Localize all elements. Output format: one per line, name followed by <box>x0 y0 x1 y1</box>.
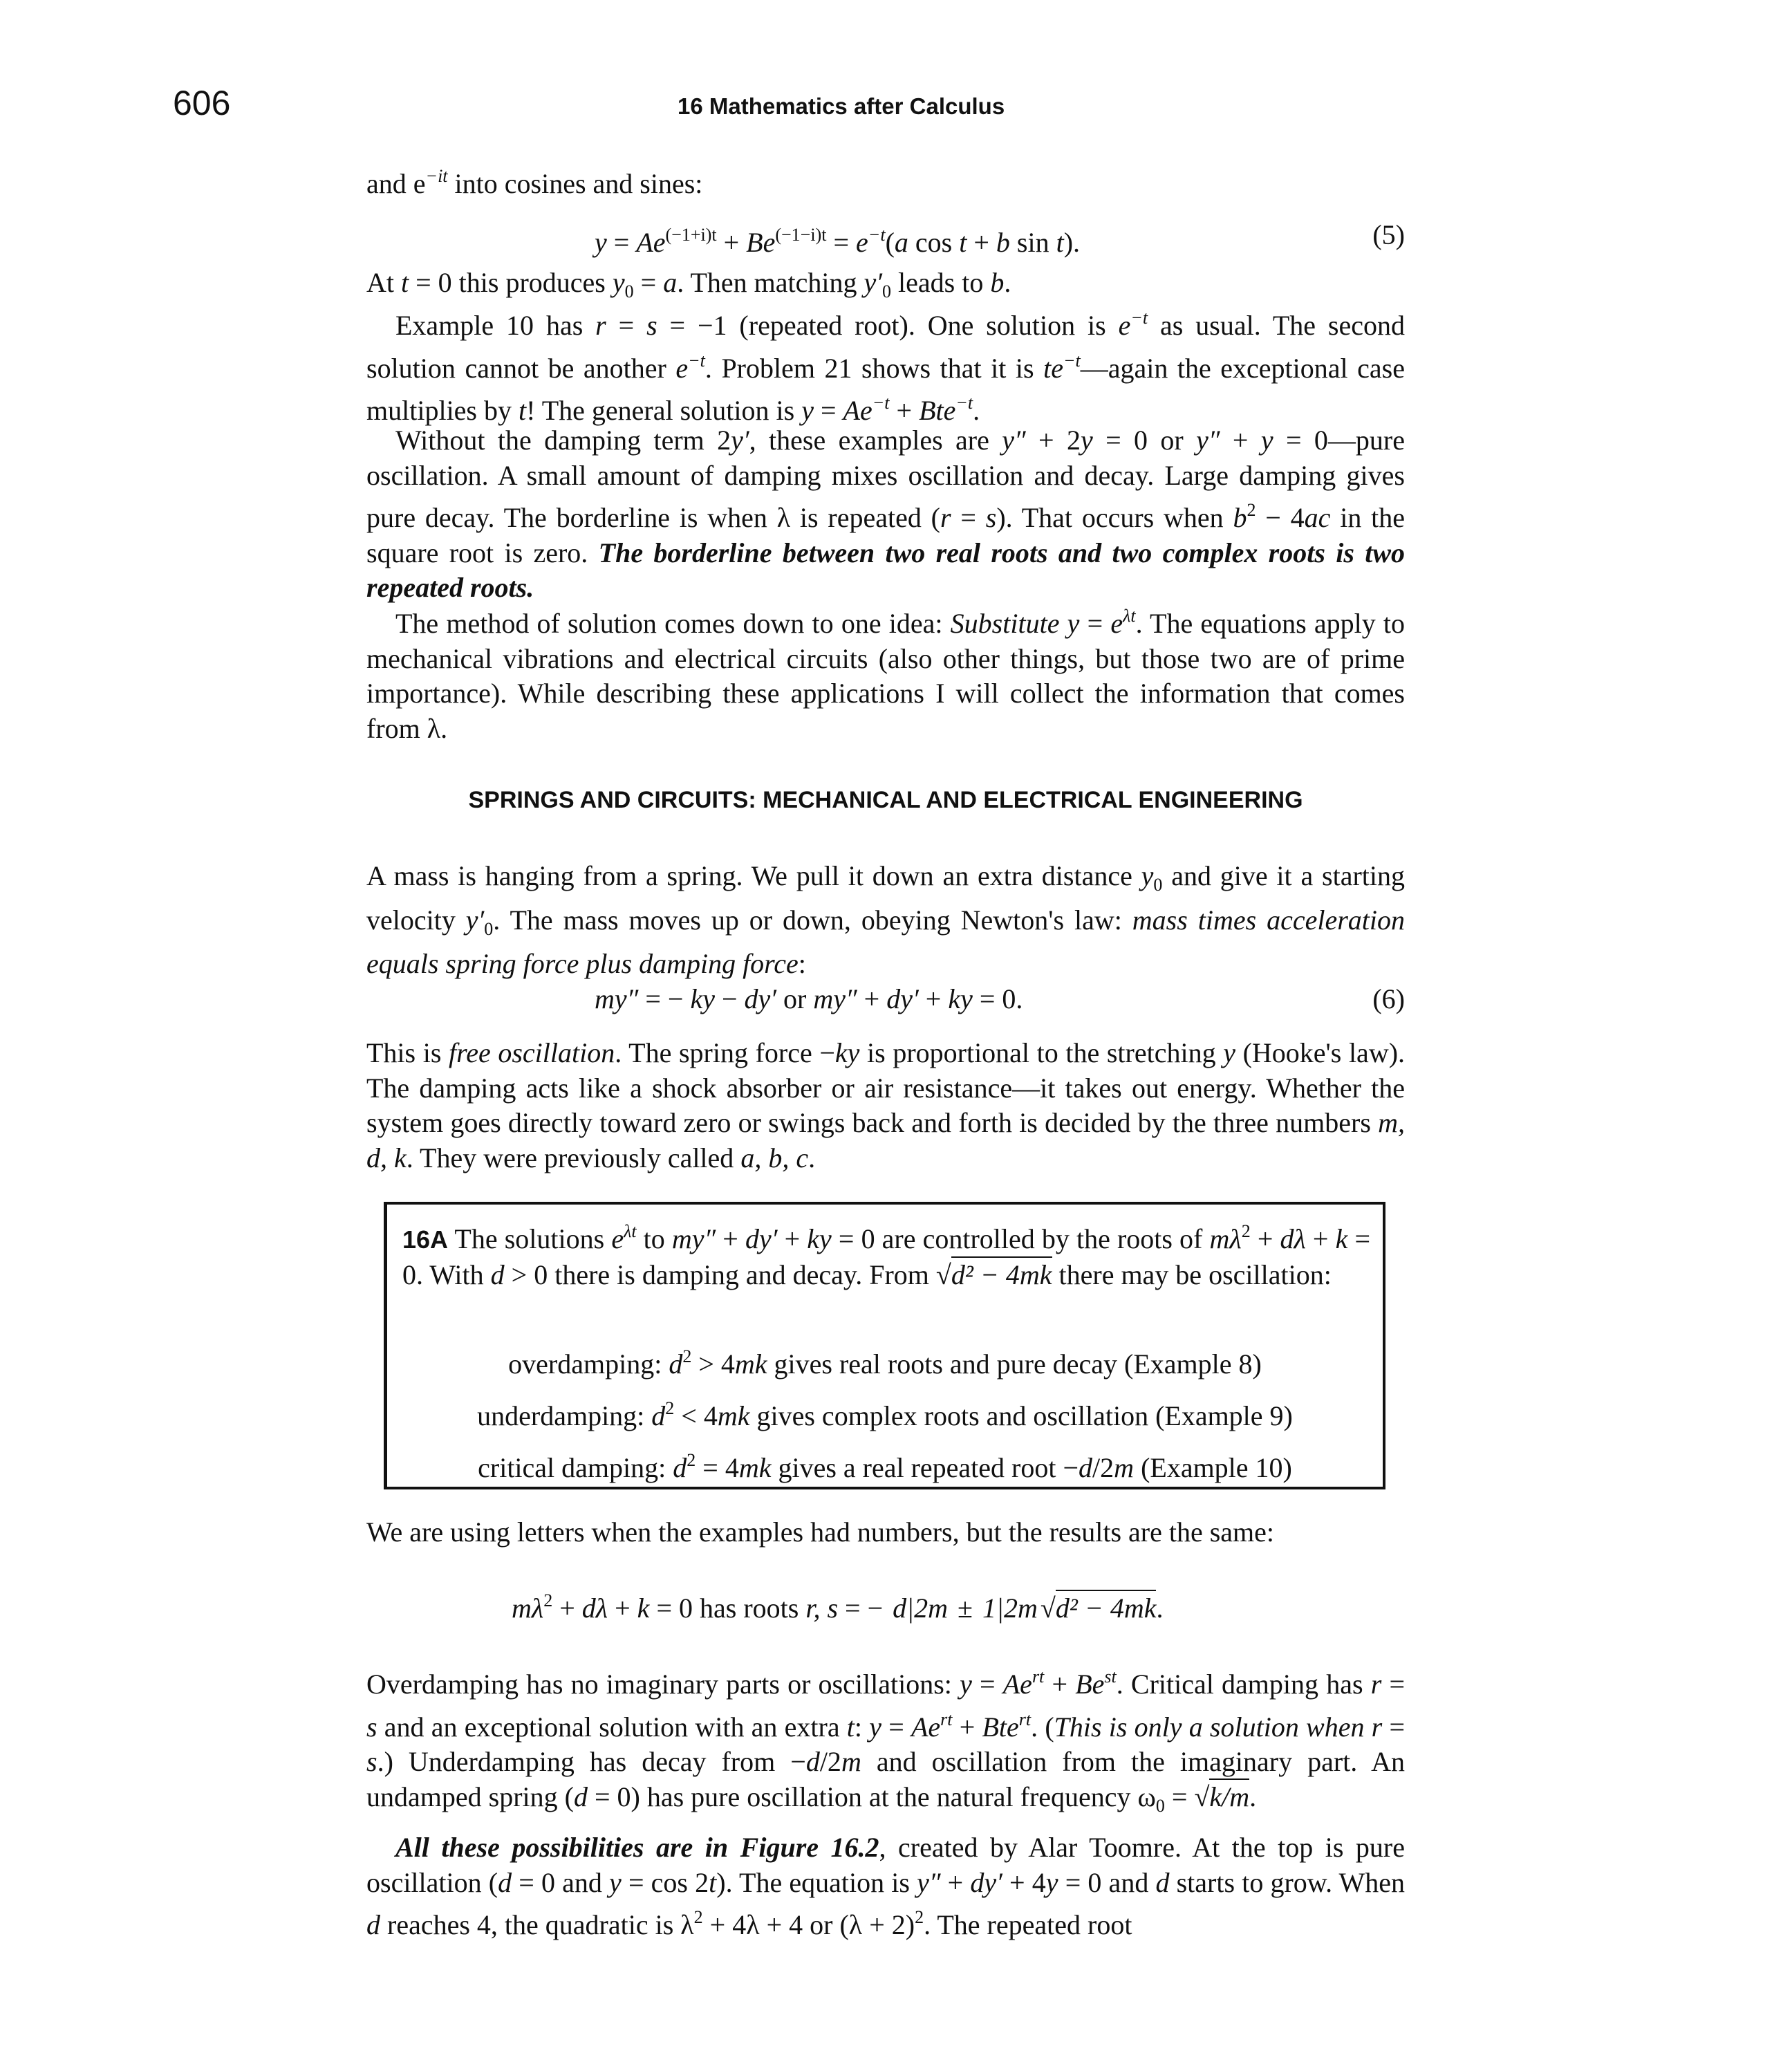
text-i: r <box>940 502 951 534</box>
text: = 0 and <box>1058 1866 1156 1898</box>
radicand: d² − 4mk <box>1056 1590 1157 1624</box>
text: + <box>952 1711 982 1743</box>
text: = − <box>638 983 691 1014</box>
text-i: This is only a solution when r <box>1054 1711 1383 1743</box>
text-i: s <box>646 310 657 341</box>
text-i: y′ <box>465 904 485 936</box>
text-i: Ae <box>843 395 872 427</box>
text: and oscillation from the imaginary part. An undamped spring ( <box>366 1746 1405 1812</box>
paragraph <box>366 159 1405 202</box>
text: /2 <box>1092 1452 1114 1483</box>
text: = 0 are controlled by the roots of <box>831 1223 1210 1254</box>
text: . Problem 21 shows that it is <box>704 352 1044 384</box>
text: = <box>1382 1711 1406 1743</box>
text-isup: −t <box>872 393 890 414</box>
text-i: s <box>985 502 997 534</box>
text: The method of solution comes down to one idea: <box>395 608 951 639</box>
text: + 4λ + 4 or (λ + 2) <box>702 1909 915 1941</box>
text-i: mass times acceleration equals spring force plus damping force <box>366 904 1405 980</box>
text: , these examples are <box>749 425 1002 456</box>
text: = <box>971 1669 1003 1700</box>
equation-body <box>595 218 1080 260</box>
text: ). <box>1063 227 1081 258</box>
text: = <box>606 227 637 258</box>
text-i: dλ <box>1280 1223 1306 1254</box>
text-i: y <box>869 1711 881 1743</box>
running-head: 16 Mathematics after Calculus <box>678 93 1005 119</box>
text-i: dy′ <box>970 1866 1002 1898</box>
text: ± <box>951 1592 980 1624</box>
text: . Critical damping has <box>1116 1669 1371 1700</box>
text: sin <box>1009 227 1056 258</box>
radicand: k/m <box>1209 1779 1249 1812</box>
text: + <box>716 1223 745 1254</box>
text-i: ac <box>1304 502 1331 534</box>
text-i: s <box>366 1746 377 1778</box>
text: = 0. With <box>402 1223 1371 1290</box>
text-i: y″ <box>1196 425 1220 456</box>
text: = 0 has roots <box>649 1592 806 1624</box>
text: = <box>1079 608 1111 639</box>
text: > 4 <box>691 1348 735 1380</box>
text-i: ky <box>948 983 973 1014</box>
text-i: t <box>401 267 409 298</box>
text: cos <box>908 227 960 258</box>
text-i: mλ <box>512 1592 544 1624</box>
radical-sign-icon: √ <box>935 1259 951 1290</box>
text: or <box>776 983 814 1014</box>
text-i: d <box>669 1348 683 1380</box>
text-sup: 2 <box>682 1346 692 1366</box>
text: The solutions <box>448 1223 612 1254</box>
text-sub: 0 <box>484 918 494 939</box>
text: + <box>940 1866 971 1898</box>
text: = <box>633 267 664 298</box>
text: . The spring force − <box>615 1037 835 1068</box>
text-isup: −t <box>1063 350 1081 371</box>
text-i: d <box>490 1259 505 1290</box>
text: This is <box>366 1037 449 1068</box>
text-i: a <box>663 267 678 298</box>
text: as usual. The second solution cannot be another <box>366 310 1406 384</box>
radical-sign-icon: √ <box>1040 1592 1056 1624</box>
text-i: d <box>1155 1866 1170 1898</box>
text-i: y <box>612 267 625 298</box>
text: to <box>636 1223 672 1254</box>
text-sup: 2 <box>693 1907 703 1928</box>
text-i: free oscillation <box>449 1037 615 1068</box>
text: . ( <box>1031 1711 1054 1743</box>
text-i: d <box>1079 1452 1093 1483</box>
text-isup: −t <box>1130 308 1148 328</box>
equation-number: (5) <box>1372 219 1405 250</box>
text: in the square root is zero. <box>366 502 1405 568</box>
text: = 0—pure oscillation. A small amount of damping mixes oscillation and decay. Large damping gives pure decay. The borderline is when λ is repeated ( <box>366 425 1406 534</box>
text: (Example 10) <box>1134 1452 1292 1483</box>
text-sup: 2 <box>1241 1221 1251 1241</box>
text: + <box>1220 425 1261 456</box>
square-root <box>936 1256 1052 1290</box>
text-i: dλ <box>581 1592 608 1624</box>
text: = <box>826 227 857 258</box>
text-i: y <box>1045 1866 1058 1898</box>
text: + <box>1250 1223 1280 1254</box>
text: We are using letters when the examples had numbers, but the results are the same: <box>366 1516 1275 1548</box>
text-i: my″ <box>813 983 857 1014</box>
text-sup: (−1+i)t <box>665 225 717 245</box>
text: = 0 and <box>512 1866 610 1898</box>
text-i: Substitute y <box>950 608 1080 639</box>
text-i: Ae <box>636 227 666 258</box>
text-isup: rt <box>1032 1666 1045 1687</box>
text: reaches 4, the quadratic is λ <box>380 1909 694 1941</box>
text: = cos 2 <box>621 1866 709 1898</box>
text: into cosines and sines: <box>447 168 703 199</box>
text: gives complex roots and oscillation (Example 9) <box>749 1400 1293 1431</box>
text: leads to <box>891 267 991 298</box>
text: , created by Alar Toomre. At the top is pure oscillation ( <box>366 1832 1405 1898</box>
text: At <box>366 267 401 298</box>
text: = 0) has pure oscillation at the natural frequency ω <box>587 1781 1156 1812</box>
text-i: t <box>1056 227 1064 258</box>
text: + <box>608 1592 637 1624</box>
text: gives a real repeated root − <box>771 1452 1079 1483</box>
fraction: d|2m <box>893 1592 949 1624</box>
text: + <box>552 1592 582 1624</box>
square-root <box>1040 1590 1157 1624</box>
text-isup: λt <box>624 1221 637 1241</box>
text-i: a, b, c <box>740 1142 809 1173</box>
text-i: y′ <box>731 425 749 456</box>
text-isup: −t <box>955 393 973 414</box>
text: − <box>714 983 745 1014</box>
text-i: t <box>519 395 527 427</box>
text: = <box>1381 1669 1406 1700</box>
text: Example 10 has <box>395 310 596 341</box>
text-i: d <box>498 1866 512 1898</box>
text-i: ky <box>834 1037 860 1068</box>
radicand: d² − 4mk <box>951 1256 1052 1290</box>
text: = 0 or <box>1092 425 1197 456</box>
text-i: y′ <box>864 267 883 298</box>
text: A mass is hanging from a spring. We pull it down an extra distance <box>366 860 1141 891</box>
text-i: mk <box>738 1452 772 1483</box>
text: = <box>606 310 647 341</box>
text: Overdamping has no imaginary parts or oscillations: <box>366 1669 960 1700</box>
text: ( <box>885 227 895 258</box>
text: ! The general solution is <box>526 395 802 427</box>
text-i: mk <box>734 1348 767 1380</box>
text: and an exceptional solution with an extra <box>377 1711 847 1743</box>
text: starts to grow. When <box>1169 1866 1406 1898</box>
text-isup: λt <box>1123 606 1136 626</box>
radical-sign-icon: √ <box>1194 1781 1210 1812</box>
text-i: d <box>805 1746 820 1778</box>
text-i: y <box>595 227 607 258</box>
text: . <box>973 395 980 427</box>
text: Without the damping term 2 <box>395 425 731 456</box>
text-i: Bte <box>982 1711 1019 1743</box>
equation-number: (6) <box>1372 983 1405 1014</box>
text-i: t <box>959 227 967 258</box>
text: = 4 <box>696 1452 739 1483</box>
text-i: a <box>894 227 908 258</box>
text-i: Ae <box>1002 1669 1032 1700</box>
paragraph <box>366 423 1405 606</box>
text-isup: rt <box>940 1709 953 1729</box>
text-i: e <box>611 1223 624 1254</box>
text: = <box>813 395 843 427</box>
page-number: 606 <box>173 84 231 122</box>
theorem-statement <box>402 1214 1370 1292</box>
text-bi: The borderline between two real roots and two complex roots is two repeated roots. <box>366 537 1406 604</box>
paragraph <box>366 859 1405 982</box>
text-sup: 2 <box>687 1450 696 1470</box>
text: = <box>1164 1781 1195 1812</box>
text-i: y <box>609 1866 622 1898</box>
text-bi: All these possibilities are in Figure 16.2 <box>395 1832 879 1863</box>
text-i: m <box>1114 1452 1135 1483</box>
text-isup: −it <box>425 166 448 186</box>
text-sub: 0 <box>1155 1795 1165 1816</box>
text: + <box>889 395 920 427</box>
text-i: r, s <box>805 1592 839 1624</box>
text-isup: −t <box>688 350 705 371</box>
text-i: d <box>673 1452 687 1483</box>
paragraph <box>366 1515 1405 1550</box>
text: : <box>798 948 806 980</box>
text: overdamping: <box>508 1348 669 1380</box>
text-isup: rt <box>1018 1709 1032 1729</box>
text-sup: (−1−i)t <box>775 225 827 245</box>
text-i: t <box>709 1866 717 1898</box>
text: . The repeated root <box>924 1909 1132 1941</box>
text-i: s <box>366 1711 377 1743</box>
text-i: Bte <box>919 395 956 427</box>
equation-body <box>512 1584 1163 1626</box>
text: . <box>808 1142 816 1173</box>
case-critical-damping <box>387 1450 1383 1484</box>
text-i: m <box>841 1746 861 1778</box>
paragraph <box>366 1830 1405 1943</box>
text: there may be oscillation: <box>1052 1259 1332 1290</box>
text-i: y″ <box>917 1866 941 1898</box>
text: —again the exceptional case multiplies by <box>366 352 1405 427</box>
text-i: t <box>846 1711 855 1743</box>
text-i: b <box>990 267 1005 298</box>
text-i: mλ <box>1209 1223 1242 1254</box>
text-i: y <box>1260 425 1273 456</box>
theorem-box-16a <box>384 1202 1385 1489</box>
text: − 4 <box>1256 502 1305 534</box>
text-i: b <box>996 227 1010 258</box>
section-heading: SPRINGS AND CIRCUITS: MECHANICAL AND ELECTRICAL ENGINEERING <box>468 787 1303 813</box>
text: critical damping: <box>478 1452 673 1483</box>
text: = 0 this produces <box>409 267 613 298</box>
text: and give it a starting velocity <box>366 860 1405 936</box>
text-sup: 2 <box>543 1590 553 1610</box>
text: . They were previously called <box>406 1142 741 1173</box>
text-i: Be <box>746 227 776 258</box>
text-i: y″ <box>1002 425 1026 456</box>
text-sup: 2 <box>1247 500 1256 521</box>
paragraph <box>366 301 1405 429</box>
case-overdamping <box>387 1346 1383 1380</box>
text-i: dy′ <box>886 983 919 1014</box>
text-i: dy′ <box>745 1223 778 1254</box>
text-i: k <box>1335 1223 1348 1254</box>
text: + <box>716 227 747 258</box>
fraction: 1|2m <box>982 1592 1038 1624</box>
text: underdamping: <box>477 1400 652 1431</box>
text-i: e <box>1118 310 1131 341</box>
text: = <box>881 1711 911 1743</box>
equation-roots <box>366 1584 1405 1625</box>
text: = − <box>838 1592 890 1624</box>
text-sub: 0 <box>882 281 892 301</box>
text-isup: st <box>1104 1666 1117 1687</box>
text-i: d <box>651 1400 666 1431</box>
equation-body <box>595 982 1023 1016</box>
text: gives real roots and pure decay (Example 8) <box>767 1348 1262 1380</box>
case-underdamping <box>387 1398 1383 1432</box>
text: > 0 there is damping and decay. From <box>504 1259 936 1290</box>
text-i: y <box>801 395 814 427</box>
text-isup: −t <box>868 225 886 245</box>
text: + <box>777 1223 808 1254</box>
text: = 0. <box>972 983 1023 1014</box>
paragraph <box>366 1660 1405 1823</box>
text-i: my″ <box>671 1223 716 1254</box>
text-sub: 0 <box>624 281 634 301</box>
text-sub: 0 <box>1153 875 1163 895</box>
text: + <box>1305 1223 1336 1254</box>
text-i: y <box>1223 1037 1235 1068</box>
text-i: r <box>1370 1669 1382 1700</box>
text: . <box>1249 1781 1257 1812</box>
text-i: Ae <box>911 1711 941 1743</box>
text: : <box>854 1711 870 1743</box>
text: < 4 <box>674 1400 718 1431</box>
text: and <box>366 168 413 199</box>
text: + <box>918 983 949 1014</box>
text: + <box>857 983 887 1014</box>
text: /2 <box>819 1746 841 1778</box>
text-i: ky <box>807 1223 832 1254</box>
paragraph <box>366 599 1405 746</box>
text: .) Underdamping has decay from − <box>377 1746 806 1778</box>
text-i: e <box>856 227 868 258</box>
text-i: dy′ <box>744 983 777 1014</box>
square-root <box>1194 1779 1249 1812</box>
text: + 4 <box>1002 1866 1046 1898</box>
text: . Then matching <box>677 267 864 298</box>
text-i: Be <box>1075 1669 1105 1700</box>
text: . The equations apply to mechanical vibrations and electrical circuits (also other things, but those two are of prime importance). While describing these applications I will collect the information that comes from λ. <box>366 608 1406 744</box>
text: . The mass moves up or down, obeying Newton's law: <box>493 904 1132 936</box>
text-sup: 2 <box>665 1398 675 1418</box>
text-i: e <box>675 352 689 384</box>
text-i: te <box>1043 352 1063 384</box>
text-i: ky <box>690 983 715 1014</box>
text: (Hooke's law). The damping acts like a shock absorber or air resistance—it takes out energy. Whether the system goes directly toward zero or swings back and forth is decided by the three numbers <box>366 1037 1406 1139</box>
text: + <box>967 227 996 258</box>
text-i: d <box>573 1781 588 1812</box>
text-i: d <box>366 1909 380 1941</box>
theorem-label: 16A <box>402 1225 449 1254</box>
text-i: y <box>1080 425 1093 456</box>
text: ). The equation is <box>716 1866 917 1898</box>
text: is proportional to the stretching <box>859 1037 1224 1068</box>
text-i: r <box>595 310 606 341</box>
text: + <box>1044 1669 1076 1700</box>
text: . <box>1156 1592 1164 1624</box>
text-i: mk <box>717 1400 750 1431</box>
text-i: b <box>1233 502 1247 534</box>
text-sup: 2 <box>915 1907 924 1928</box>
text-i: e <box>1110 608 1123 639</box>
text: + 2 <box>1025 425 1081 456</box>
text: ). That occurs when <box>996 502 1233 534</box>
text-i: my″ <box>595 983 639 1014</box>
text-i: y <box>1141 860 1154 891</box>
text: e <box>413 168 426 199</box>
text: = <box>951 502 986 534</box>
text-i: y <box>960 1669 972 1700</box>
text-i: m, d, k <box>366 1107 1405 1173</box>
text: = −1 (repeated root). One solution is <box>657 310 1119 341</box>
paragraph <box>366 1036 1405 1176</box>
text: . <box>1004 267 1011 298</box>
text-i: k <box>637 1592 650 1624</box>
